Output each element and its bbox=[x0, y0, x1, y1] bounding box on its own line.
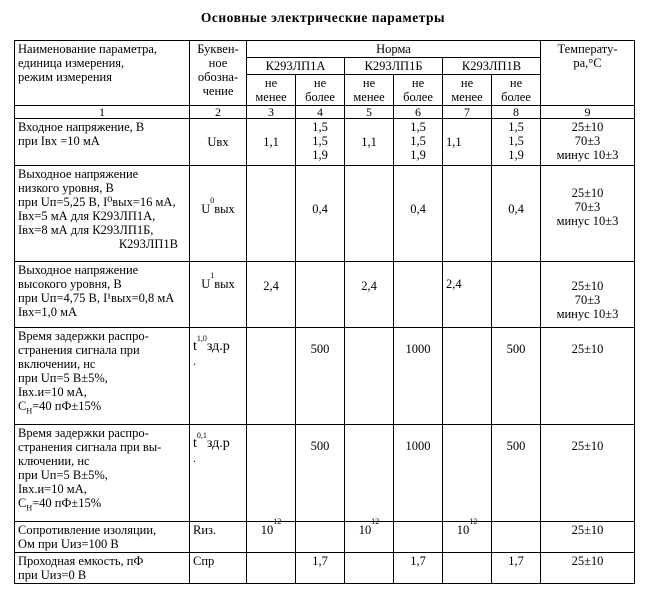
header-max: не более bbox=[296, 75, 345, 106]
header-row-1 bbox=[15, 41, 635, 58]
header-min: не менее bbox=[345, 75, 394, 106]
header-max: не более bbox=[394, 75, 443, 106]
header-type-b: К293ЛП1Б bbox=[345, 58, 443, 75]
header-type-a: К293ЛП1А bbox=[247, 58, 345, 75]
header-max: не более bbox=[492, 75, 541, 106]
table-row: Выходное напряжение низкого уровня, В при Uп=5,25 В, I⁰вых=16 мА, Iвх=5 мА для К293ЛП1А, Iвх=8 мА для К293ЛП1Б, К293ЛП1В $U^0вых$ 0,4 0,4 0,4 25±10 70±3 минус 10±3 bbox=[15, 166, 635, 262]
parameters-table bbox=[14, 40, 635, 584]
header-temperature: Температу- ра,°С bbox=[541, 41, 635, 106]
header-norma: Норма bbox=[247, 41, 541, 58]
table-row: Выходное напряжение высокого уровня, В при Uп=4,75 В, I¹вых=0,8 мА Iвх=1,0 мА $U^1вых$ 2,4 2,4 2,4 25±10 70±3 минус 10±3 bbox=[15, 262, 635, 328]
header-param-name: Наименование параметра, единица измерения, режим измерения bbox=[15, 41, 190, 106]
header-symbol: Буквен- ное обозна- чение bbox=[190, 41, 247, 106]
table-row: Проходная емкость, пФ при Uиз=0 В Спр 1,7 1,7 1,7 25±10 bbox=[15, 553, 635, 584]
column-number-row: 1 2 3 4 5 6 7 8 9 bbox=[15, 106, 635, 119]
table-row: Сопротивление изоляции, Ом при Uиз=100 В Rиз. $10^{12}$ $10^{12}$ $10^{12}$ 25±10 bbox=[15, 522, 635, 553]
table-row: Время задержки распро- странения сигнала при включении, нс при Uп=5 В±5%, Iвх.и=10 мА, $С_Н=40$ пФ±15% $t^{1,0}зд.р$ . 500 1000 500 25±10 bbox=[15, 328, 635, 425]
header-min: не менее bbox=[443, 75, 492, 106]
document-title: Основные электрические параметры bbox=[200, 10, 446, 25]
header-type-c: К293ЛП1В bbox=[443, 58, 541, 75]
table-row: Время задержки распро- странения сигнала при вы- ключении, нс при Uп=5 В±5%, Iвх.и=10 мА, $С_Н=40$ пФ±15% $t^{0,1}зд.р$ . 500 1000 500 25±10 bbox=[15, 425, 635, 522]
header-min: не менее bbox=[247, 75, 296, 106]
table-row: Входное напряжение, В при Iвх =10 мА Uвх 1,1 1,5 1,5 1,9 1,1 1,5 1,5 1,9 1,1 1,5 1,5 1,9 25±10 70±3 минус 10±3 bbox=[15, 119, 635, 166]
